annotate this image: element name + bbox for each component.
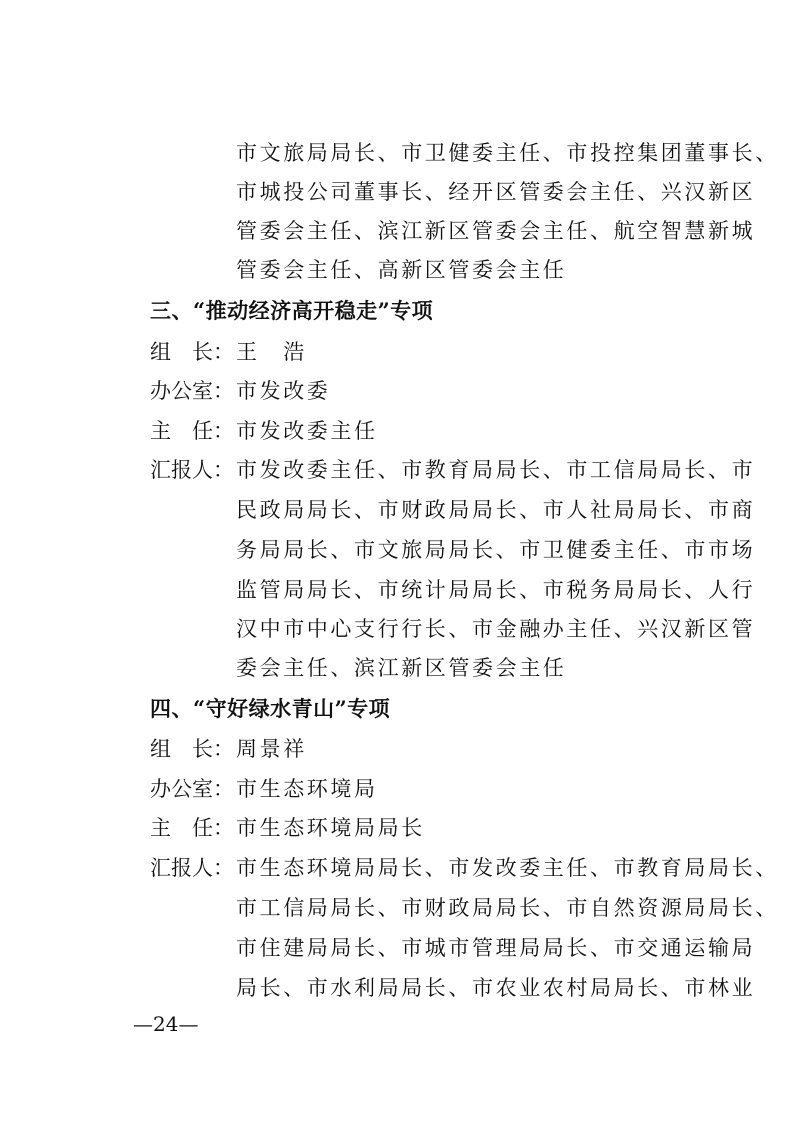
section-3-office-value: 市发改委 bbox=[236, 379, 331, 403]
section-3-heading: 三、“推动经济高开稳走”专项 bbox=[150, 298, 434, 323]
section-4-director-value: 市生态环境局局长 bbox=[236, 816, 425, 840]
section-4-leader-label: 组 长： bbox=[150, 737, 234, 761]
section-4-office-label: 办公室： bbox=[150, 777, 234, 801]
section-3-reporter-label: 汇报人： bbox=[150, 458, 234, 482]
section-4-reporter-label: 汇报人： bbox=[150, 856, 234, 880]
section-4-heading: 四、“守好绿水青山”专项 bbox=[150, 696, 391, 721]
section-3-reporter-line: 委会主任、滨江新区管委会主任 bbox=[236, 656, 567, 680]
section-3-reporter-line: 市发改委主任、市教育局局长、市工信局局长、市 bbox=[236, 458, 756, 482]
section-4-leader-value: 周景祥 bbox=[236, 737, 307, 761]
continuation-line: 管委会主任、滨江新区管委会主任、航空智慧新城 bbox=[236, 219, 756, 243]
section-4-director-label: 主 任： bbox=[150, 816, 234, 840]
section-3-director-label: 主 任： bbox=[150, 419, 234, 443]
page-number: —24— bbox=[133, 1012, 199, 1036]
section-3-leader-value: 王 浩 bbox=[236, 340, 307, 364]
section-3-reporter-line: 务局局长、市文旅局局长、市卫健委主任、市市场 bbox=[236, 538, 756, 562]
continuation-line: 市文旅局局长、市卫健委主任、市投控集团董事长、 bbox=[236, 141, 779, 165]
section-3-office-label: 办公室： bbox=[150, 379, 234, 403]
section-4-office-value: 市生态环境局 bbox=[236, 777, 378, 801]
continuation-line: 管委会主任、高新区管委会主任 bbox=[236, 258, 567, 282]
section-3-leader-label: 组 长： bbox=[150, 340, 234, 364]
continuation-line: 市城投公司董事长、经开区管委会主任、兴汉新区 bbox=[236, 180, 756, 204]
section-4-reporter-line: 市住建局局长、市城市管理局局长、市交通运输局 bbox=[236, 936, 756, 960]
section-3-reporter-line: 民政局局长、市财政局局长、市人社局局长、市商 bbox=[236, 498, 756, 522]
section-4-reporter-line: 市生态环境局局长、市发改委主任、市教育局局长、 bbox=[236, 856, 779, 880]
section-3-director-value: 市发改委主任 bbox=[236, 419, 378, 443]
section-4-reporter-line: 市工信局局长、市财政局局长、市自然资源局局长、 bbox=[236, 896, 779, 920]
section-3-reporter-line: 汉中市中心支行行长、市金融办主任、兴汉新区管 bbox=[236, 617, 756, 641]
section-4-reporter-line: 局长、市水利局局长、市农业农村局局长、市林业 bbox=[236, 976, 756, 1000]
section-3-reporter-line: 监管局局长、市统计局局长、市税务局局长、人行 bbox=[236, 578, 756, 602]
